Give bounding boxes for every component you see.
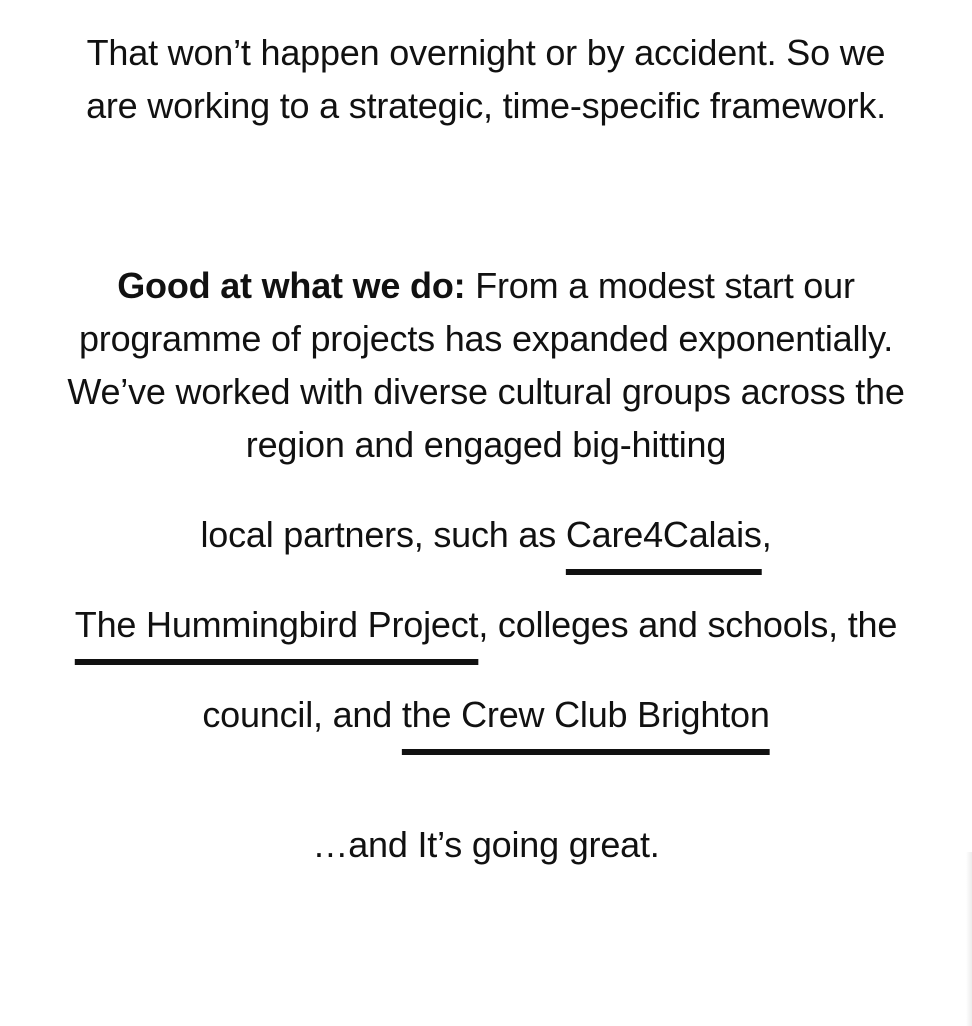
paragraph-good-at-what-we-do bbox=[60, 259, 912, 471]
paragraph-framework: That won’t happen overnight or by accident. So we are working to a strategic, time-specific framework. bbox=[86, 32, 886, 126]
partners-prefix-text: local partners, such as bbox=[200, 514, 566, 555]
partners-sentence bbox=[60, 490, 912, 760]
hummingbird-project-link[interactable]: The Hummingbird Project bbox=[74, 604, 479, 645]
separator-comma: , bbox=[761, 514, 772, 555]
scroll-edge-shadow bbox=[966, 852, 972, 1026]
paragraph-going-great: …and It’s going great. bbox=[312, 824, 660, 865]
partners-mid-text: , colleges and schools, the council, and bbox=[202, 604, 898, 735]
paragraph-body-text: From a modest start our programme of projects has expanded exponentially. We’ve worked with diverse cultural groups across the region and engaged big-hitting bbox=[67, 265, 905, 465]
crew-club-brighton-link[interactable]: the Crew Club Brighton bbox=[401, 694, 770, 735]
care4calais-link[interactable]: Care4Calais bbox=[565, 514, 762, 555]
paragraph-lead-heading: Good at what we do: bbox=[117, 265, 466, 306]
